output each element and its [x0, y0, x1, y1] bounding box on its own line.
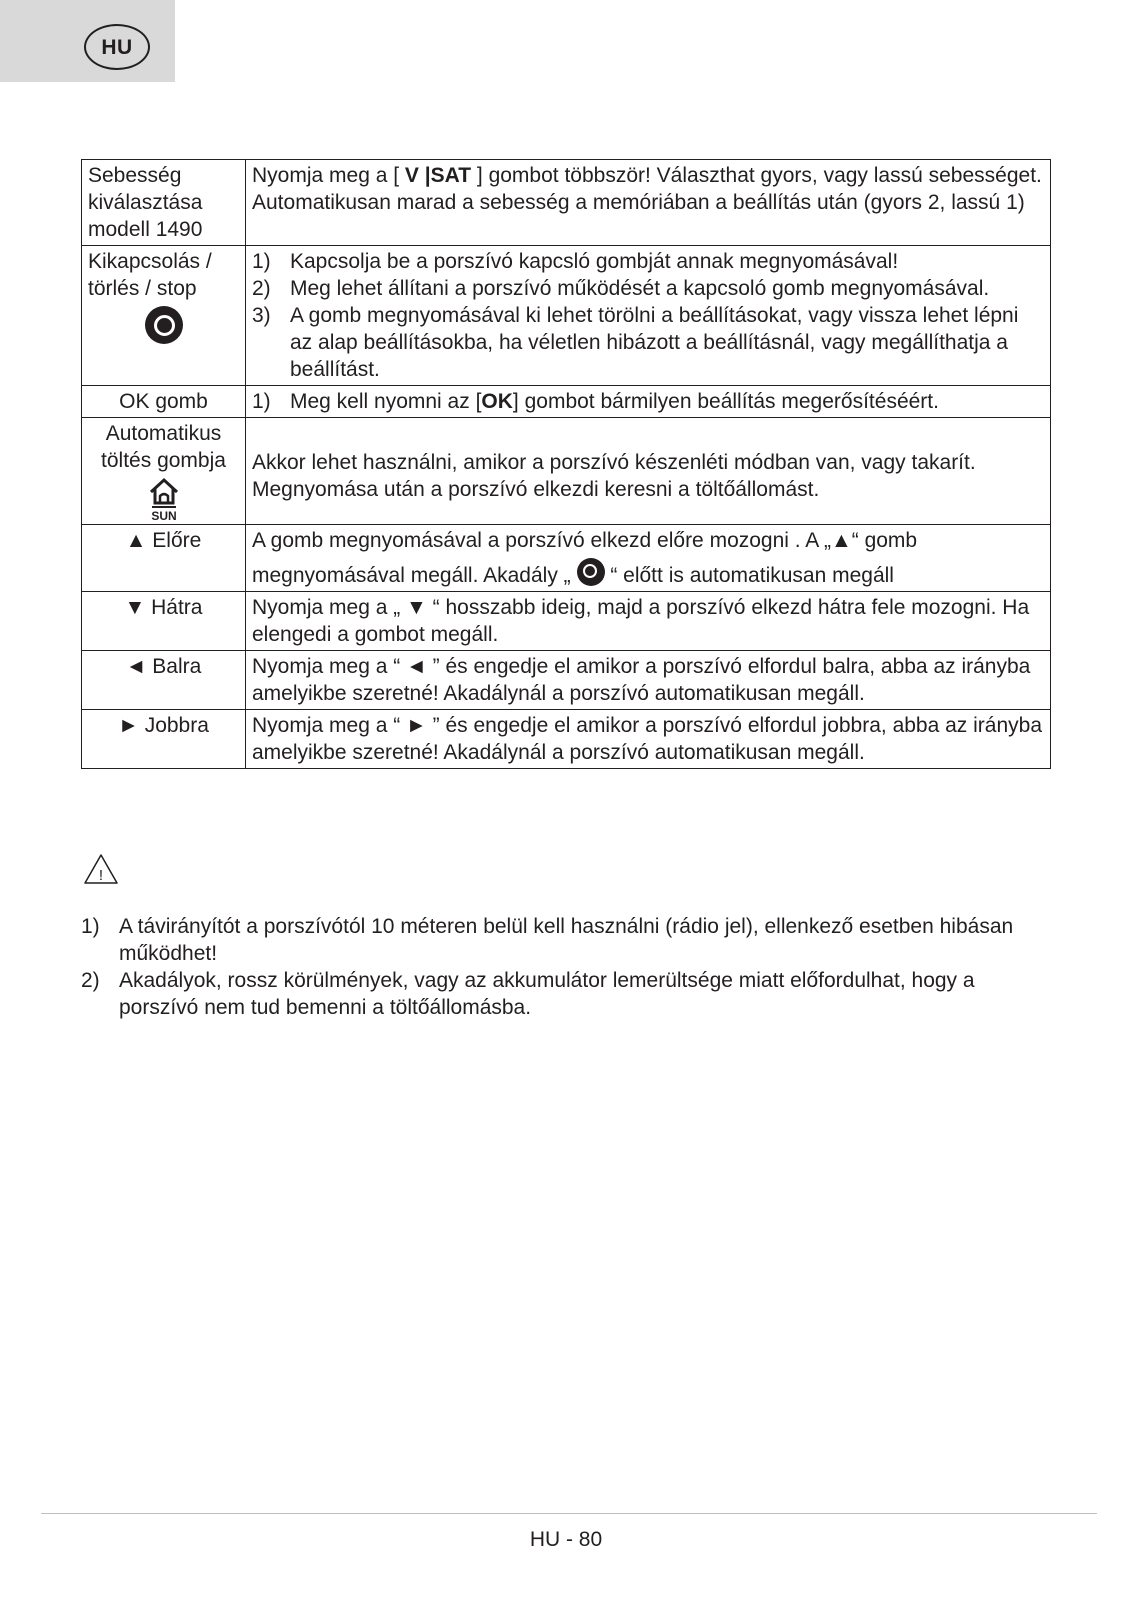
- left-description: Nyomja meg a “ ◄ ” és engedje el amikor a porszívó elfordul balra, abba az irányba amelyikbe szeretné! Akadálynál a porszívó automatikusan megáll.: [246, 651, 1051, 710]
- table-row: [82, 651, 1051, 710]
- notes-list: [81, 913, 1041, 1021]
- table-row: [82, 592, 1051, 651]
- language-tab: [0, 0, 175, 82]
- ok-description: 1) Meg kell nyomni az [OK] gombot bármilyen beállítás megerősítéséért.: [246, 386, 1051, 418]
- list-item: 1) A távirányítót a porszívótól 10 méteren belül kell használni (rádio jel), ellenkező esetben hibásan működhet!: [81, 915, 1014, 965]
- forward-label: ▲ Előre: [82, 525, 246, 592]
- language-badge: HU: [84, 24, 150, 70]
- warning-symbol: !: [98, 867, 104, 884]
- table-row: [82, 710, 1051, 769]
- right-description: Nyomja meg a “ ► ” és engedje el amikor a porszívó elfordul jobbra, abba az irányba amelyikbe szeretné! Akadálynál a porszívó automatikusan megáll.: [246, 710, 1051, 769]
- vsat-button-symbol: V |SAT: [404, 164, 472, 187]
- stop-description: [246, 246, 1051, 386]
- remote-control-table: [81, 159, 1051, 769]
- home-sun-icon: [147, 476, 181, 522]
- table-row: [82, 525, 1051, 592]
- auto-charge-description: Akkor lehet használni, amikor a porszívó készenléti módban van, vagy takarít. Megnyomása után a porszívó elkezdi keresni a töltőállomást.: [246, 418, 1051, 525]
- list-item: 2) Meg lehet állítani a porszívó működését a kapcsoló gomb megnyomásával.: [252, 277, 990, 300]
- stop-label: Kikapcsolás / törlés / stop: [82, 246, 246, 386]
- auto-charge-label: Automatikus töltés gombja SUN: [82, 418, 246, 525]
- list-item: 1) Kapcsolja be a porszívó kapcsló gombját annak megnyomásával!: [252, 250, 899, 273]
- table-row: [82, 160, 1051, 246]
- table-row: [82, 418, 1051, 525]
- speed-label: Sebesség kiválasztása modell 1490: [82, 160, 246, 246]
- stop-circle-icon: [577, 558, 605, 586]
- left-label: ◄ Balra: [82, 651, 246, 710]
- speed-description: Nyomja meg a [ V |SAT ] gombot többször! Választhat gyors, vagy lassú sebességet. Automatikusan marad a sebesség a memóriában a beállítás után (gyors 2, lassú 1): [246, 160, 1051, 246]
- footer-divider: [41, 1513, 1097, 1514]
- backward-label: ▼ Hátra: [82, 592, 246, 651]
- table-row: [82, 246, 1051, 386]
- list-item: 3) A gomb megnyomásával ki lehet törölni a beállításokat, vagy vissza lehet lépni az alap beállításokba, ha véletlen hibázott a beállításnál, vagy megállíthatja a beállítást.: [252, 304, 1019, 381]
- home-sun-icon-text: SUN: [150, 509, 177, 522]
- backward-description: Nyomja meg a „ ▼ “ hosszabb ideig, majd a porszívó elkezd hátra fele mozogni. Ha elengedi a gombot megáll.: [246, 592, 1051, 651]
- stop-circle-icon: [145, 306, 183, 344]
- right-label: ► Jobbra: [82, 710, 246, 769]
- forward-description: A gomb megnyomásával a porszívó elkezd előre mozogni . A „▲“ gomb megnyomásával megáll. Akadály „ “ előtt is automatikusan megáll: [246, 525, 1051, 592]
- ok-button-symbol: OK: [481, 390, 513, 413]
- warning-triangle-icon: [83, 853, 119, 885]
- ok-label: OK gomb: [82, 386, 246, 418]
- list-item: 2) Akadályok, rossz körülmények, vagy az akkumulátor lemerültsége miatt előfordulhat, hogy a porszívó nem tud bemenni a töltőállomásba.: [81, 969, 975, 1019]
- table-row: [82, 386, 1051, 418]
- page-number: HU - 80: [529, 1528, 603, 1551]
